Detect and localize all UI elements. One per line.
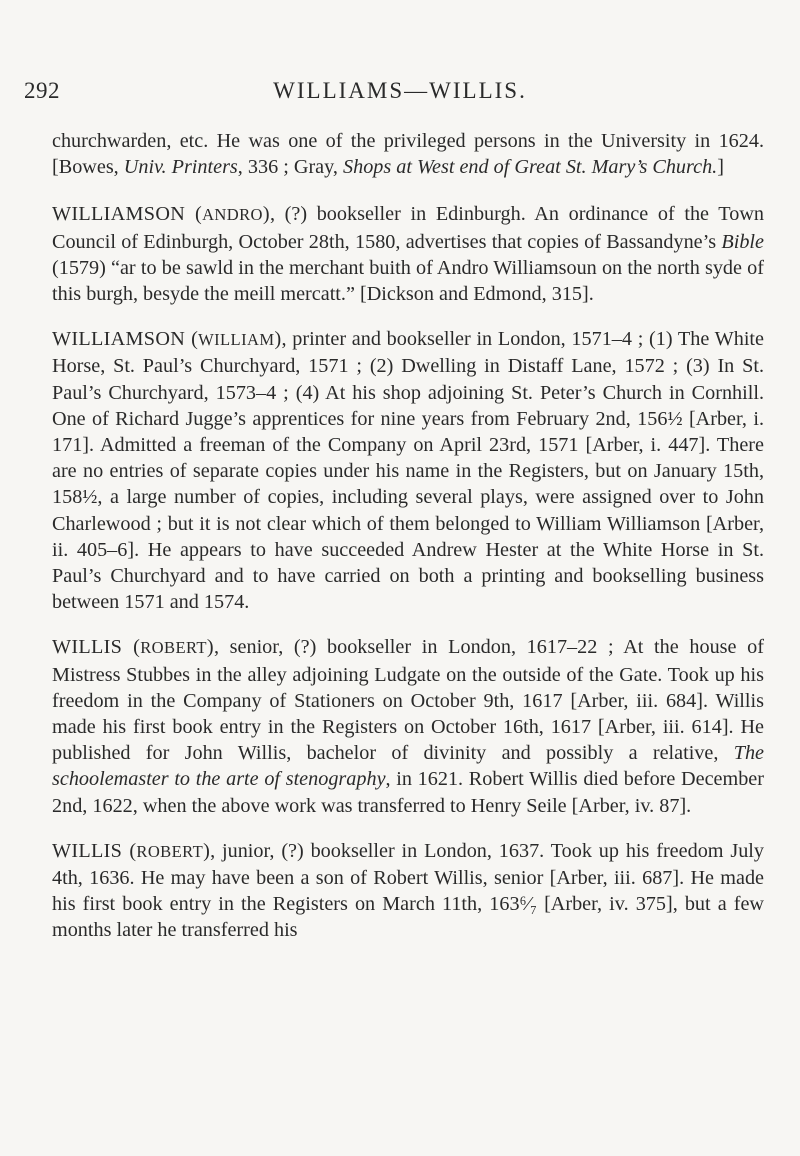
running-title: WILLIAMS—WILLIS. bbox=[273, 78, 527, 103]
entry-paragraph bbox=[52, 201, 764, 307]
entry-text: , printer and bookseller in London, 1571–4 ; (1) The White Horse, St. Paul’s Churchyard, 1571 ; (2) Dwelling in Distaff Lane, 1572 ; (3) In St. Paul’s Churchyard, 1573–4 ; (4) At his shop adjoining St. Peter’s Church in Cornhill. One of Richard Jugge’s apprentices for nine years from February 2nd, 156½ [Arber, i. 171]. Admitted a freeman of the Company on April 23rd, 1571 [Arber, i. 447]. There are no entries of separate copies under his name in the Registers, but on January 15th, 158½, a large number of copies, including several plays, were assigned over to John Charlewood ; but it is not clear which of them belonged to William Williamson [Arber, ii. 405–6]. He appears to have succeeded Andrew Hester at the White Horse in St. Paul’s Churchyard and to have carried on both a printing and bookselling business between 1571 and 1574. bbox=[52, 328, 764, 614]
entry-paragraph bbox=[52, 634, 764, 818]
entry-given-name: ANDRO bbox=[202, 205, 263, 225]
entry-text: (1579) “ar to be sawld in the merchant buith of Andro Williamsoun on the north syde of this burgh, besyde the meill mercatt.” [Dickson and Edmond, 315]. bbox=[52, 256, 764, 306]
entry-surname: WILLIAMSON bbox=[52, 328, 186, 351]
entry-text: , senior, (?) bookseller in London, 1617–22 ; At the house of Mistress Stubbes in the alley adjoining Ludgate on the outside of the Gate. Took up his freedom in the Company of Stationers on October 9th, 1617 [Arber, iii. 684]. Willis made his first book entry in the Registers on October 16th, 1617 [Arber, iii. 614]. He published for John Willis, bachelor of divinity and possibly a relative, bbox=[52, 636, 764, 765]
entry-surname: WILLIAMSON bbox=[52, 203, 186, 226]
page-number: 292 bbox=[24, 78, 60, 103]
entry-given-name: ROBERT bbox=[140, 638, 207, 658]
entry-text: , 336 ; Gray, bbox=[237, 156, 344, 179]
italic-title: The schoolemaster to the arte of stenography bbox=[52, 742, 764, 791]
entry-text: , in 1621. Robert Willis died before December 2nd, 1622, when the above work was transferred to Henry Seile [Arber, iv. 87]. bbox=[52, 768, 764, 817]
entry-headword: WILLIAMSON (ANDRO) bbox=[52, 203, 270, 226]
entry-surname: WILLIS bbox=[52, 839, 123, 862]
entry-text: churchwarden, etc. He was one of the privileged persons in the University in 1624. [Bowes, bbox=[52, 130, 764, 179]
italic-title: Shops at West end of Great St. Mary’s Church. bbox=[343, 156, 718, 179]
entry-paragraph bbox=[52, 128, 764, 180]
entry-surname: WILLIS bbox=[52, 636, 123, 659]
entry-paragraph bbox=[52, 326, 764, 615]
entry-text: ] bbox=[717, 156, 724, 179]
italic-title: Univ. Printers bbox=[123, 156, 238, 179]
entry-paragraph bbox=[52, 838, 764, 944]
body-text bbox=[52, 128, 764, 963]
entry-text: , junior, (?) bookseller in London, 1637. Took up his freedom July 4th, 1636. He may have been a son of Robert Willis, senior [Arber, iii. 687]. He made his first book entry in the Registers on March 11th, 163⁶⁄₇ [Arber, iv. 375], but a few months later he transferred his bbox=[52, 839, 764, 942]
entry-given-name: ROBERT bbox=[136, 841, 204, 861]
entry-headword: WILLIAMSON (WILLIAM) bbox=[52, 328, 282, 351]
entry-headword: WILLIS (ROBERT) bbox=[52, 636, 214, 659]
entry-given-name: WILLIAM bbox=[198, 330, 275, 350]
italic-title: Bible bbox=[721, 230, 764, 253]
entry-text: , (?) bookseller in Edinburgh. An ordinance of the Town Council of Edinburgh, October 28th, 1580, advertises that copies of Bassandyne’s bbox=[52, 203, 764, 253]
entry-headword: WILLIS (ROBERT) bbox=[52, 839, 211, 862]
